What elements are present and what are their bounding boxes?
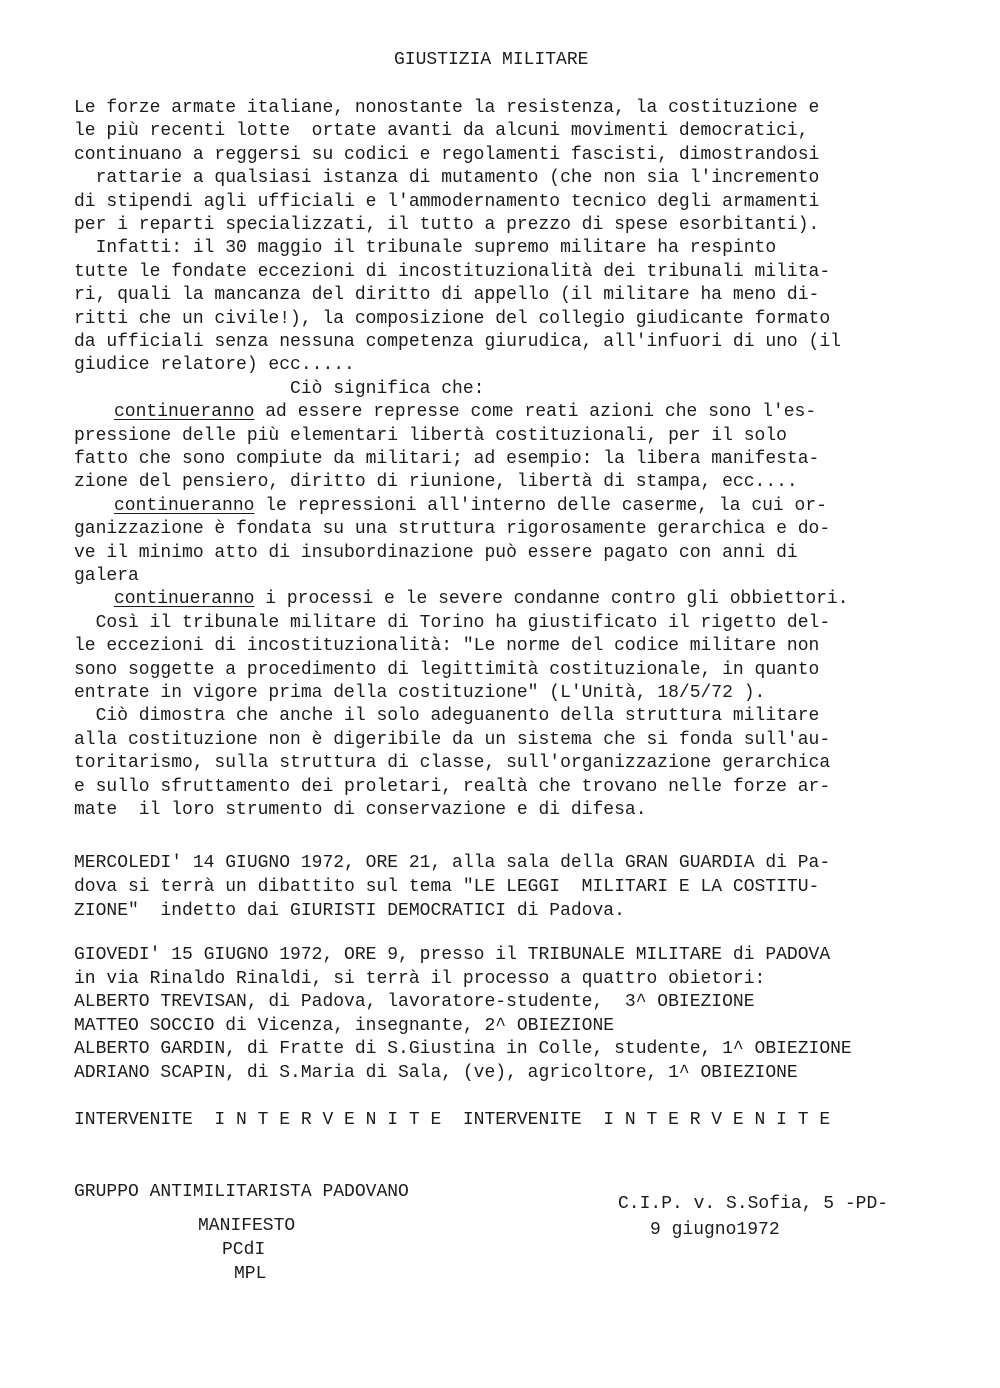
underlined-word: continueranno [114, 402, 255, 422]
continueranno-line [114, 587, 849, 611]
trial-line: in via Rinaldo Rinaldi, si terrà il processo a quattro obietori: [74, 969, 766, 989]
trial-line: GIOVEDI' 15 GIUGNO 1972, ORE 9, presso il TRIBUNALE MILITARE di PADOVA [74, 945, 831, 965]
text-line: pressione delle più elementari libertà costituzionali, per il solo [74, 426, 787, 446]
text-line: Ciò significa che: [74, 379, 485, 399]
text-line: Ciò dimostra che anche il solo adeguanento della struttura militare [74, 706, 820, 726]
text-line: Così il tribunale militare di Torino ha giustificato il rigetto del- [74, 613, 831, 633]
text-line: Infatti: il 30 maggio il tribunale supremo militare ha respinto [74, 238, 777, 258]
text-line: tutte le fondate eccezioni di incostituzionalità dei tribunali milita- [74, 262, 831, 282]
text-line: per i reparti specializzati, il tutto a prezzo di spese esorbitanti). [74, 215, 820, 235]
signatory: MANIFESTO [198, 1216, 296, 1236]
text-line: rattarie a qualsiasi istanza di mutamento (che non sia l'incremento [74, 168, 820, 188]
slogan-line: INTERVENITE I N T E R V E N I T E INTERVENITE I N T E R V E N I T E [74, 1110, 831, 1130]
line-rest: ad essere represse come reati azioni che sono l'es- [254, 402, 817, 422]
text-line: ve il minimo atto di insubordinazione può essere pagato con anni di [74, 543, 798, 563]
text-line: giudice relatore) ecc..... [74, 355, 355, 375]
event-line: MERCOLEDI' 14 GIUGNO 1972, ORE 21, alla sala della GRAN GUARDIA di Pa- [74, 853, 831, 873]
trial-line: ADRIANO SCAPIN, di S.Maria di Sala, (ve), agricoltore, 1^ OBIEZIONE [74, 1063, 798, 1083]
text-line: fatto che sono compiute da militari; ad esempio: la libera manifesta- [74, 449, 820, 469]
text-line: toritarismo, sulla struttura di classe, sull'organizzazione gerarchica [74, 753, 831, 773]
event-line: ZIONE" indetto dai GIURISTI DEMOCRATICI di Padova. [74, 901, 625, 921]
underlined-word: continueranno [114, 589, 255, 609]
document-date: 9 giugno1972 [650, 1220, 780, 1240]
signatory: PCdI [222, 1240, 266, 1260]
document-title: GIUSTIZIA MILITARE [394, 50, 589, 70]
text-line: Le forze armate italiane, nonostante la resistenza, la costituzione e [74, 98, 820, 118]
text-line: mate il loro strumento di conservazione e di difesa. [74, 800, 647, 820]
signatory: GRUPPO ANTIMILITARISTA PADOVANO [74, 1182, 409, 1202]
text-line: le più recenti lotte ortate avanti da alcuni movimenti democratici, [74, 121, 809, 141]
text-line: sono soggette a procedimento di legittimità costituzionale, in quanto [74, 660, 820, 680]
text-line: continuano a reggersi su codici e regolamenti fascisti, dimostrandosi [74, 145, 820, 165]
trial-line: ALBERTO TREVISAN, di Padova, lavoratore-studente, 3^ OBIEZIONE [74, 992, 755, 1012]
printer-credit: C.I.P. v. S.Sofia, 5 -PD- [618, 1194, 889, 1214]
signatory: MPL [234, 1264, 267, 1284]
line-rest: le repressioni all'interno delle caserme, la cui or- [254, 496, 827, 516]
text-line: di stipendi agli ufficiali e l'ammodernamento tecnico degli armamenti [74, 192, 820, 212]
text-line: zione del pensiero, diritto di riunione, libertà di stampa, ecc.... [74, 472, 798, 492]
trial-line: ALBERTO GARDIN, di Fratte di S.Giustina in Colle, studente, 1^ OBIEZIONE [74, 1039, 852, 1059]
line-rest: i processi e le severe condanne contro gli obbiettori. [254, 589, 849, 609]
text-line: entrate in vigore prima della costituzione" (L'Unità, 18/5/72 ). [74, 683, 766, 703]
underlined-word: continueranno [114, 496, 255, 516]
text-line: e sullo sfruttamento dei proletari, realtà che trovano nelle forze ar- [74, 777, 831, 797]
text-line: ritti che un civile!), la composizione del collegio giudicante formato [74, 309, 831, 329]
continueranno-line [114, 400, 816, 424]
text-line: ri, quali la mancanza del diritto di appello (il militare ha meno di- [74, 285, 820, 305]
text-line: ganizzazione è fondata su una struttura rigorosamente gerarchica e do- [74, 519, 831, 539]
text-line: le eccezioni di incostituzionalità: "Le norme del codice militare non [74, 636, 820, 656]
continueranno-line [114, 494, 827, 518]
text-line: da ufficiali senza nessuna competenza giurudica, all'infuori di uno (il [74, 332, 841, 352]
event-line: dova si terrà un dibattito sul tema "LE LEGGI MILITARI E LA COSTITU- [74, 877, 820, 897]
text-line: galera [74, 566, 139, 586]
trial-line: MATTEO SOCCIO di Vicenza, insegnante, 2^ OBIEZIONE [74, 1016, 615, 1036]
text-line: alla costituzione non è digeribile da un sistema che si fonda sull'au- [74, 730, 831, 750]
